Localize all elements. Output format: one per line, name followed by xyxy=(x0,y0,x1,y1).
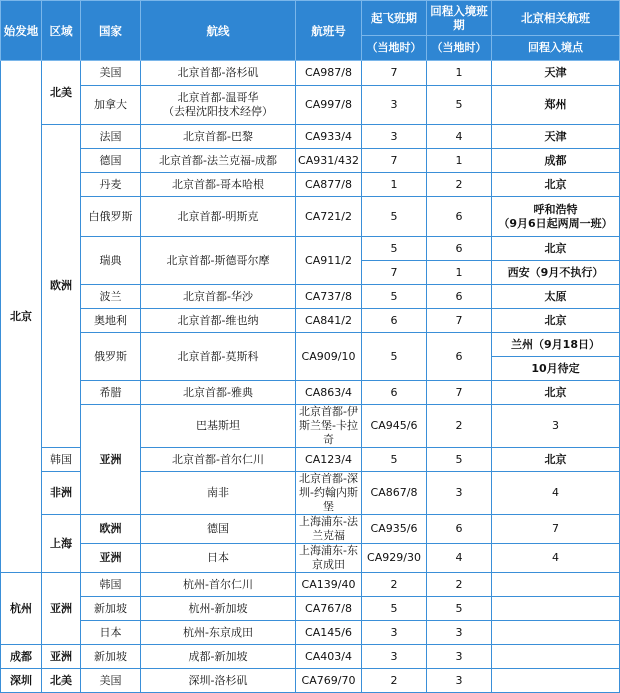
flight-cell: CA935/6 xyxy=(362,515,427,544)
entry-cell xyxy=(492,197,620,237)
header-beijing-related: 北京相关航班 xyxy=(492,1,620,36)
out-day-cell: 6 xyxy=(427,515,492,544)
region-north-america: 北美 xyxy=(42,669,81,693)
return-day-cell: 5 xyxy=(427,448,492,472)
entry-cell: 北京 xyxy=(492,173,620,197)
return-day-cell: 6 xyxy=(427,237,492,261)
flight-cell: CA769/70 xyxy=(296,669,362,693)
entry-cell xyxy=(492,597,620,621)
return-day-cell: 4 xyxy=(427,125,492,149)
out-day-cell: 2 xyxy=(362,573,427,597)
out-day-cell: 5 xyxy=(362,597,427,621)
return-day-cell: 4 xyxy=(492,544,620,573)
flight-cell: CA877/8 xyxy=(296,173,362,197)
return-day-cell: 3 xyxy=(427,669,492,693)
route-cell: 北京首都-伊斯兰堡-卡拉奇 xyxy=(296,405,362,448)
out-day-cell: 2 xyxy=(427,405,492,448)
country-cell: 瑞典 xyxy=(81,237,141,285)
flight-cell: CA997/8 xyxy=(296,86,362,125)
entry-note: （9月6日起两周一班） xyxy=(498,216,613,230)
return-day-cell: 2 xyxy=(427,173,492,197)
route-cell: 北京首都-斯德哥尔摩 xyxy=(141,237,296,285)
out-day-cell: 3 xyxy=(362,125,427,149)
out-day-cell: 5 xyxy=(362,333,427,381)
country-cell: 法国 xyxy=(81,125,141,149)
return-day-cell: 7 xyxy=(492,515,620,544)
flight-cell: CA945/6 xyxy=(362,405,427,448)
entry-cell: 成都 xyxy=(492,149,620,173)
out-day-cell: 5 xyxy=(362,237,427,261)
country-cell: 丹麦 xyxy=(81,173,141,197)
entry-text: 呼和浩特 xyxy=(533,202,578,216)
country-cell: 韩国 xyxy=(81,573,141,597)
country-cell: 巴基斯坦 xyxy=(141,405,296,448)
entry-cell: 北京 xyxy=(492,448,620,472)
route-cell: 北京首都-明斯克 xyxy=(141,197,296,237)
flight-cell: CA931/432 xyxy=(296,149,362,173)
region-asia: 亚洲 xyxy=(81,405,141,515)
origin-chengdu: 成都 xyxy=(1,645,42,669)
route-cell: 北京首都-莫斯科 xyxy=(141,333,296,381)
route-cell: 北京首都-维也纳 xyxy=(141,309,296,333)
region-europe: 欧洲 xyxy=(42,125,81,448)
entry-cell: 10月待定 xyxy=(492,357,620,381)
flight-cell: CA841/2 xyxy=(296,309,362,333)
flight-cell: CA123/4 xyxy=(296,448,362,472)
route-cell: 北京首都-哥本哈根 xyxy=(141,173,296,197)
entry-cell: 郑州 xyxy=(492,86,620,125)
region-asia: 亚洲 xyxy=(81,544,141,573)
flight-cell: CA721/2 xyxy=(296,197,362,237)
entry-cell xyxy=(492,669,620,693)
entry-cell: 天津 xyxy=(492,125,620,149)
out-day-cell: 7 xyxy=(362,261,427,285)
return-day-cell: 3 xyxy=(492,405,620,448)
return-day-cell: 2 xyxy=(427,573,492,597)
return-day-cell: 6 xyxy=(427,333,492,381)
country-cell: 日本 xyxy=(141,544,296,573)
flight-cell: CA403/4 xyxy=(296,645,362,669)
flight-cell: CA987/8 xyxy=(296,61,362,86)
country-cell: 新加坡 xyxy=(81,645,141,669)
entry-cell: 兰州（9月18日） xyxy=(492,333,620,357)
out-day-cell: 1 xyxy=(362,173,427,197)
country-cell: 美国 xyxy=(81,61,141,86)
return-day-cell: 6 xyxy=(427,197,492,237)
out-day-cell: 5 xyxy=(362,197,427,237)
route-cell: 上海浦东-法兰克福 xyxy=(296,515,362,544)
route-cell: 北京首都-华沙 xyxy=(141,285,296,309)
out-day-cell: 3 xyxy=(362,645,427,669)
out-day-cell: 6 xyxy=(362,309,427,333)
entry-cell: 北京 xyxy=(492,381,620,405)
route-cell xyxy=(141,86,296,125)
header-out-local: （当地时） xyxy=(362,36,427,61)
flight-cell: CA139/40 xyxy=(296,573,362,597)
region-africa: 非洲 xyxy=(42,472,81,515)
entry-cell: 北京 xyxy=(492,237,620,261)
out-day-cell: 5 xyxy=(362,285,427,309)
entry-cell xyxy=(492,573,620,597)
out-day-cell: 5 xyxy=(362,448,427,472)
out-day-cell: 3 xyxy=(362,86,427,125)
out-day-cell: 2 xyxy=(362,669,427,693)
header-region: 区域 xyxy=(42,1,81,61)
entry-cell: 西安（9月不执行） xyxy=(492,261,620,285)
out-day-cell: 7 xyxy=(362,149,427,173)
return-day-cell: 5 xyxy=(427,86,492,125)
header-return-days: 回程入境班期 xyxy=(427,1,492,36)
return-day-cell: 7 xyxy=(427,309,492,333)
route-cell: 北京首都-巴黎 xyxy=(141,125,296,149)
flight-cell: CA863/4 xyxy=(296,381,362,405)
return-day-cell: 1 xyxy=(427,261,492,285)
route-cell: 北京首都-法兰克福-成都 xyxy=(141,149,296,173)
return-day-cell: 7 xyxy=(427,381,492,405)
out-day-cell: 6 xyxy=(362,381,427,405)
route-cell: 成都-新加坡 xyxy=(141,645,296,669)
origin-hangzhou: 杭州 xyxy=(1,573,42,645)
country-cell: 白俄罗斯 xyxy=(81,197,141,237)
country-cell: 德国 xyxy=(141,515,296,544)
region-asia: 亚洲 xyxy=(42,573,81,645)
region-asia: 亚洲 xyxy=(42,645,81,669)
route-cell: 杭州-首尔仁川 xyxy=(141,573,296,597)
flight-cell: CA933/4 xyxy=(296,125,362,149)
origin-beijing: 北京 xyxy=(1,61,42,573)
region-europe: 欧洲 xyxy=(81,515,141,544)
route-text: 北京首都-温哥华 xyxy=(177,91,259,104)
country-cell: 韩国 xyxy=(42,448,81,472)
route-cell: 杭州-东京成田 xyxy=(141,621,296,645)
out-day-cell: 3 xyxy=(427,472,492,515)
header-flight-no: 航班号 xyxy=(296,1,362,61)
route-note: （去程沈阳技术经停） xyxy=(163,105,273,118)
return-day-cell: 5 xyxy=(427,597,492,621)
return-day-cell: 3 xyxy=(427,621,492,645)
return-day-cell: 1 xyxy=(427,61,492,86)
header-return-entry: 回程入境点 xyxy=(492,36,620,61)
country-cell: 希腊 xyxy=(81,381,141,405)
entry-cell: 北京 xyxy=(492,309,620,333)
route-cell: 上海浦东-东京成田 xyxy=(296,544,362,573)
header-route: 航线 xyxy=(141,1,296,61)
origin-shenzhen: 深圳 xyxy=(1,669,42,693)
return-day-cell: 4 xyxy=(492,472,620,515)
route-cell: 北京首都-深圳-约翰内斯堡 xyxy=(296,472,362,515)
header-country: 国家 xyxy=(81,1,141,61)
flight-cell: CA737/8 xyxy=(296,285,362,309)
country-cell: 奥地利 xyxy=(81,309,141,333)
country-cell: 德国 xyxy=(81,149,141,173)
header-origin: 始发地 xyxy=(1,1,42,61)
route-cell: 北京首都-首尔仁川 xyxy=(141,448,296,472)
return-day-cell: 1 xyxy=(427,149,492,173)
country-cell: 南非 xyxy=(141,472,296,515)
route-cell: 北京首都-洛杉矶 xyxy=(141,61,296,86)
entry-cell xyxy=(492,621,620,645)
flight-cell: CA767/8 xyxy=(296,597,362,621)
flight-cell: CA145/6 xyxy=(296,621,362,645)
flight-cell: CA909/10 xyxy=(296,333,362,381)
out-day-cell: 7 xyxy=(362,61,427,86)
return-day-cell: 3 xyxy=(427,645,492,669)
header-return-local: （当地时） xyxy=(427,36,492,61)
region-north-america: 北美 xyxy=(42,61,81,125)
country-cell: 美国 xyxy=(81,669,141,693)
flight-cell: CA929/30 xyxy=(362,544,427,573)
country-cell: 加拿大 xyxy=(81,86,141,125)
country-cell: 新加坡 xyxy=(81,597,141,621)
entry-cell xyxy=(492,645,620,669)
return-day-cell: 6 xyxy=(427,285,492,309)
origin-shanghai: 上海 xyxy=(42,515,81,573)
country-cell: 波兰 xyxy=(81,285,141,309)
out-day-cell: 4 xyxy=(427,544,492,573)
entry-cell: 太原 xyxy=(492,285,620,309)
flight-cell: CA911/2 xyxy=(296,237,362,285)
entry-cell: 天津 xyxy=(492,61,620,86)
out-day-cell: 3 xyxy=(362,621,427,645)
country-cell: 俄罗斯 xyxy=(81,333,141,381)
route-cell: 杭州-新加坡 xyxy=(141,597,296,621)
route-cell: 深圳-洛杉矶 xyxy=(141,669,296,693)
header-out-days: 起飞班期 xyxy=(362,1,427,36)
flight-cell: CA867/8 xyxy=(362,472,427,515)
route-cell: 北京首都-雅典 xyxy=(141,381,296,405)
country-cell: 日本 xyxy=(81,621,141,645)
